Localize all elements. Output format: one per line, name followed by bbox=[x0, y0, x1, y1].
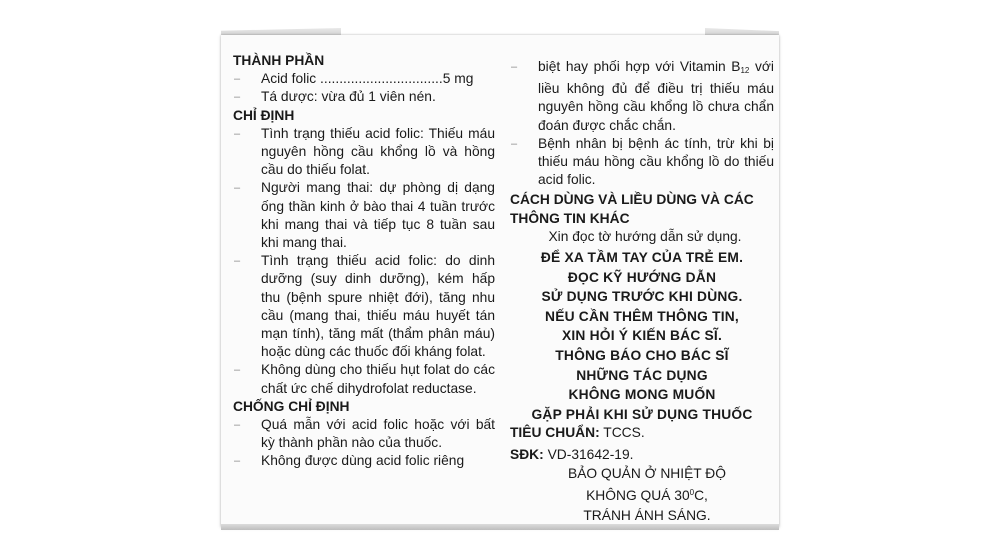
dash-bullet: – bbox=[511, 61, 518, 73]
list-item bbox=[233, 361, 495, 397]
dash-bullet: – bbox=[234, 73, 241, 86]
composition-heading: THÀNH PHẦN bbox=[233, 53, 325, 68]
storage-line: BẢO QUẢN Ở NHIỆT ĐỘ bbox=[568, 465, 726, 481]
registration-label: SĐK: bbox=[510, 446, 544, 462]
standard-line bbox=[510, 424, 774, 442]
read-leaflet-text: Xin đọc tờ hướng dẫn sử dụng. bbox=[548, 228, 742, 244]
dash-bullet: – bbox=[234, 182, 241, 195]
contraindication-item: Bệnh nhân bị bệnh ác tính, trừ khi bị thiếu máu hồng cầu khổng lồ do thiếu acid folic. bbox=[538, 135, 774, 188]
dash-bullet: – bbox=[234, 364, 241, 377]
list-item bbox=[233, 452, 495, 470]
usage-heading bbox=[510, 191, 774, 227]
contraindication-continued-post: với liều không đủ để điều trị thiếu máu nguyên hồng cầu khổng lồ chưa chẩn đoán được chắc chắn. bbox=[538, 59, 774, 133]
warning-line: ĐỂ XA TẦM TAY CỦA TRẺ EM. bbox=[540, 250, 744, 266]
warning-line: KHÔNG MONG MUỐN bbox=[568, 387, 716, 403]
composition-item: Tá dược: vừa đủ 1 viên nén. bbox=[261, 89, 436, 105]
warnings-block bbox=[510, 248, 774, 424]
warning-line: GẶP PHẢI KHI SỬ DỤNG THUỐC bbox=[531, 406, 753, 422]
storage-block bbox=[510, 464, 774, 525]
indication-item: Tình trạng thiếu acid folic: Thiếu máu nguyên hồng cầu khổng lồ và hồng cầu do thiếu folat. bbox=[261, 125, 495, 178]
usage-heading-line2: THÔNG TIN KHÁC bbox=[510, 210, 630, 226]
standard-label: TIÊU CHUẨN: bbox=[510, 425, 600, 441]
storage-temp-post: C, bbox=[694, 488, 708, 504]
dash-bullet: – bbox=[234, 255, 241, 268]
degree-superscript: 0 bbox=[689, 488, 695, 498]
indication-item: Người mang thai: dự phòng dị dạng ống thần kinh ở bào thai 4 tuần trước khi mang thai và tiếp tục 8 tuần sau khi mang thai. bbox=[261, 180, 495, 251]
contraindication-continued bbox=[538, 58, 774, 135]
list-item bbox=[233, 416, 495, 452]
list-item bbox=[510, 58, 774, 135]
dash-bullet: – bbox=[234, 91, 241, 104]
dash-bullet: – bbox=[511, 137, 518, 150]
dash-bullet: – bbox=[234, 455, 241, 468]
indication-item: Không dùng cho thiếu hụt folat do các chất ức chế dihydrofolat reductase. bbox=[261, 362, 495, 396]
vitamin-subscript: 12 bbox=[740, 66, 750, 75]
registration-line bbox=[510, 446, 774, 464]
dash-bullet: – bbox=[234, 419, 241, 432]
warning-line: NẾU CẦN THÊM THÔNG TIN, bbox=[545, 308, 739, 324]
storage-temp-pre: KHÔNG QUÁ 30 bbox=[586, 488, 690, 504]
registration-value: VD-31642-19. bbox=[543, 446, 634, 462]
left-text-column bbox=[233, 52, 495, 471]
list-item bbox=[233, 252, 495, 361]
list-item bbox=[233, 88, 495, 106]
storage-line bbox=[520, 483, 774, 505]
list-item bbox=[510, 135, 774, 190]
list-item bbox=[233, 125, 495, 180]
warning-line: NHỮNG TÁC DỤNG bbox=[576, 367, 708, 383]
storage-line: TRÁNH ÁNH SÁNG. bbox=[583, 507, 711, 523]
warning-line: SỬ DỤNG TRƯỚC KHI DÙNG. bbox=[541, 289, 743, 305]
contraindications-heading: CHỐNG CHỈ ĐỊNH bbox=[233, 398, 350, 414]
contraindication-item: Không được dùng acid folic riêng bbox=[261, 453, 465, 469]
dash-bullet: – bbox=[234, 127, 241, 140]
indications-heading: CHỈ ĐỊNH bbox=[233, 107, 295, 123]
warning-line: THÔNG BÁO CHO BÁC SĨ bbox=[555, 348, 729, 363]
contraindication-item: Quá mẫn với acid folic hoặc với bất kỳ thành phần nào của thuốc. bbox=[261, 417, 495, 451]
warning-line: XIN HỎI Ý KIẾN BÁC SĨ. bbox=[561, 328, 723, 344]
warning-line: ĐỌC KỸ HƯỚNG DẪN bbox=[567, 269, 717, 285]
contraindication-continued-pre: biệt hay phối hợp với Vitamin B bbox=[538, 59, 741, 74]
list-item bbox=[233, 179, 495, 252]
indication-item: Tình trạng thiếu acid folic: do dinh dưỡng (suy dinh dưỡng), kém hấp thu (bệnh spure nhiệt đới), tăng nhu cầu (mang thai, thiếu máu huyết tán mạn tính), tăng mất (thẩm phân máu) hoặc dùng các thuốc đối kháng folat. bbox=[261, 253, 495, 360]
usage-heading-line1: CÁCH DÙNG VÀ LIỀU DÙNG VÀ CÁC bbox=[510, 192, 754, 208]
composition-item: Acid folic ................................5 mg bbox=[261, 71, 474, 87]
list-item bbox=[233, 70, 495, 88]
right-text-column bbox=[510, 58, 774, 525]
standard-value: TCCS. bbox=[599, 425, 645, 441]
